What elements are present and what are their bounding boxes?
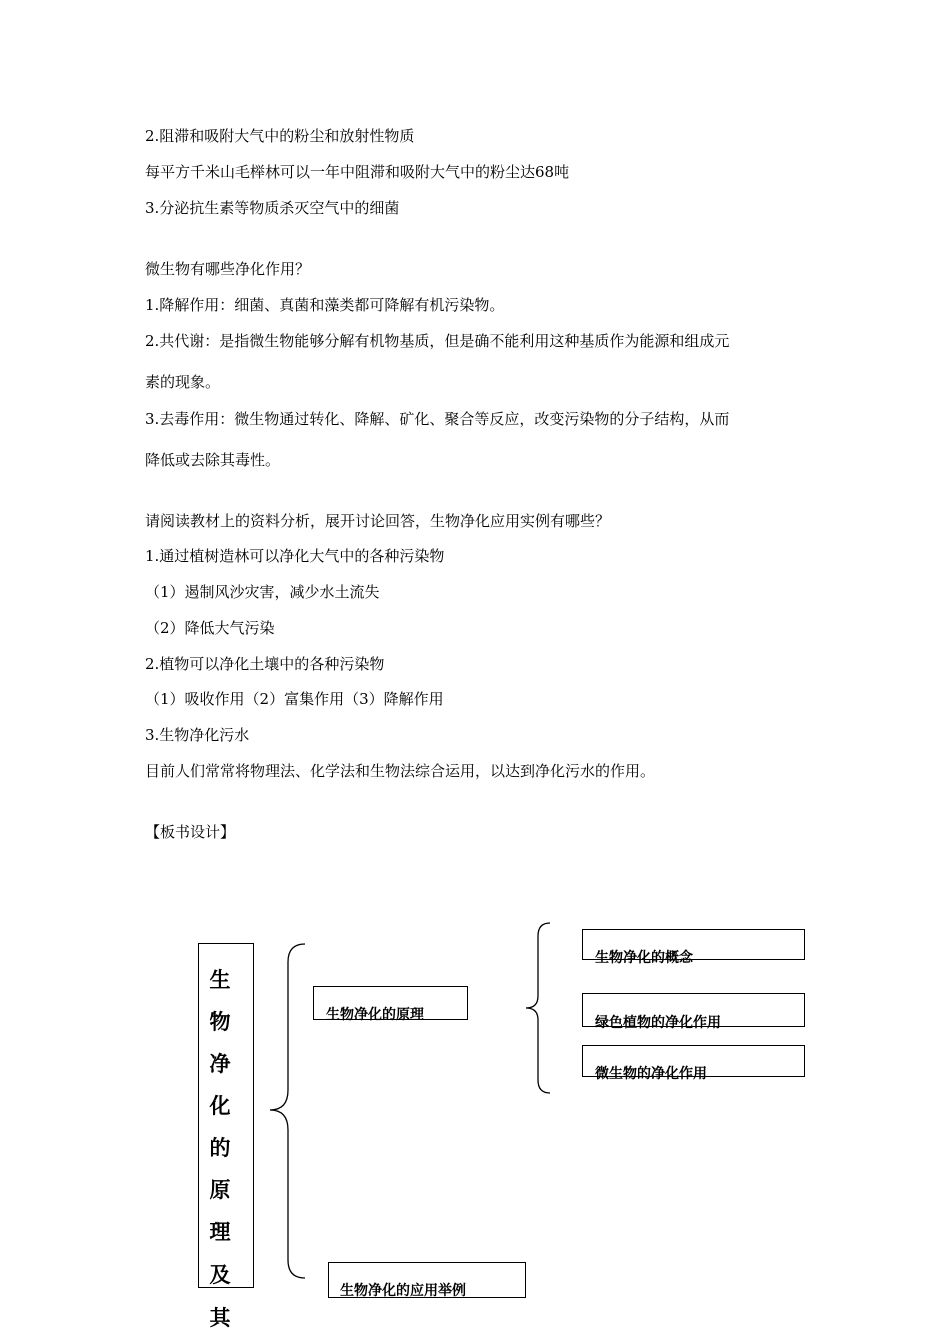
title-char: 理 (209, 1220, 231, 1244)
text-line: 2.植物可以净化土壤中的各种污染物 (145, 655, 385, 673)
microbes-label: 微生物的净化作用 (595, 1066, 707, 1082)
title-char: 化 (209, 1094, 231, 1118)
text-line: 降低或去除其毒性。 (145, 451, 281, 469)
application-label: 生物净化的应用举例 (340, 1283, 466, 1299)
title-char: 净 (209, 1052, 231, 1076)
title-char: 原 (209, 1178, 231, 1202)
text-line: 每平方千米山毛榉林可以一年中阻滞和吸附大气中的粉尘达68吨 (145, 163, 570, 181)
large-brace (270, 944, 305, 1278)
text-line: 目前人们常常将物理法、化学法和生物法综合运用，以达到净化污水的作用。 (145, 762, 656, 780)
title-char: 物 (209, 1010, 231, 1034)
text-line: 3.生物净化污水 (145, 726, 250, 744)
section-question: 微生物有哪些净化作用？ (145, 260, 311, 278)
board-design-heading: 【板书设计】 (145, 823, 236, 841)
principle-label: 生物净化的原理 (326, 1007, 424, 1023)
title-char: 及 (209, 1263, 231, 1287)
section-question: 请阅读教材上的资料分析，展开讨论回答，生物净化应用实例有哪些？ (145, 512, 611, 530)
plants-label: 绿色植物的净化作用 (595, 1015, 721, 1031)
title-char: 生 (209, 968, 231, 992)
text-line: 3.分泌抗生素等物质杀灭空气中的细菌 (145, 199, 400, 217)
concept-label: 生物净化的概念 (595, 950, 693, 966)
text-line: （1）吸收作用（2）富集作用（3）降解作用 (145, 690, 444, 708)
text-line: 素的现象。 (145, 373, 221, 391)
text-line: 3.去毒作用：微生物通过转化、降解、矿化、聚合等反应，改变污染物的分子结构，从而 (145, 410, 730, 428)
text-line: （2）降低大气污染 (145, 619, 275, 637)
title-char: 的 (209, 1136, 231, 1160)
title-char: 其 (209, 1306, 231, 1330)
text-line: 2.共代谢：是指微生物能够分解有机物基质，但是确不能利用这种基质作为能源和组成元 (145, 332, 730, 350)
text-line: 1.降解作用：细菌、真菌和藻类都可降解有机污染物。 (145, 296, 505, 314)
small-brace (526, 923, 550, 1093)
text-line: 1.通过植树造林可以净化大气中的各种污染物 (145, 547, 445, 565)
text-line: （1）遏制风沙灾害，减少水土流失 (145, 583, 380, 601)
text-line: 2.阻滞和吸附大气中的粉尘和放射性物质 (145, 127, 415, 145)
